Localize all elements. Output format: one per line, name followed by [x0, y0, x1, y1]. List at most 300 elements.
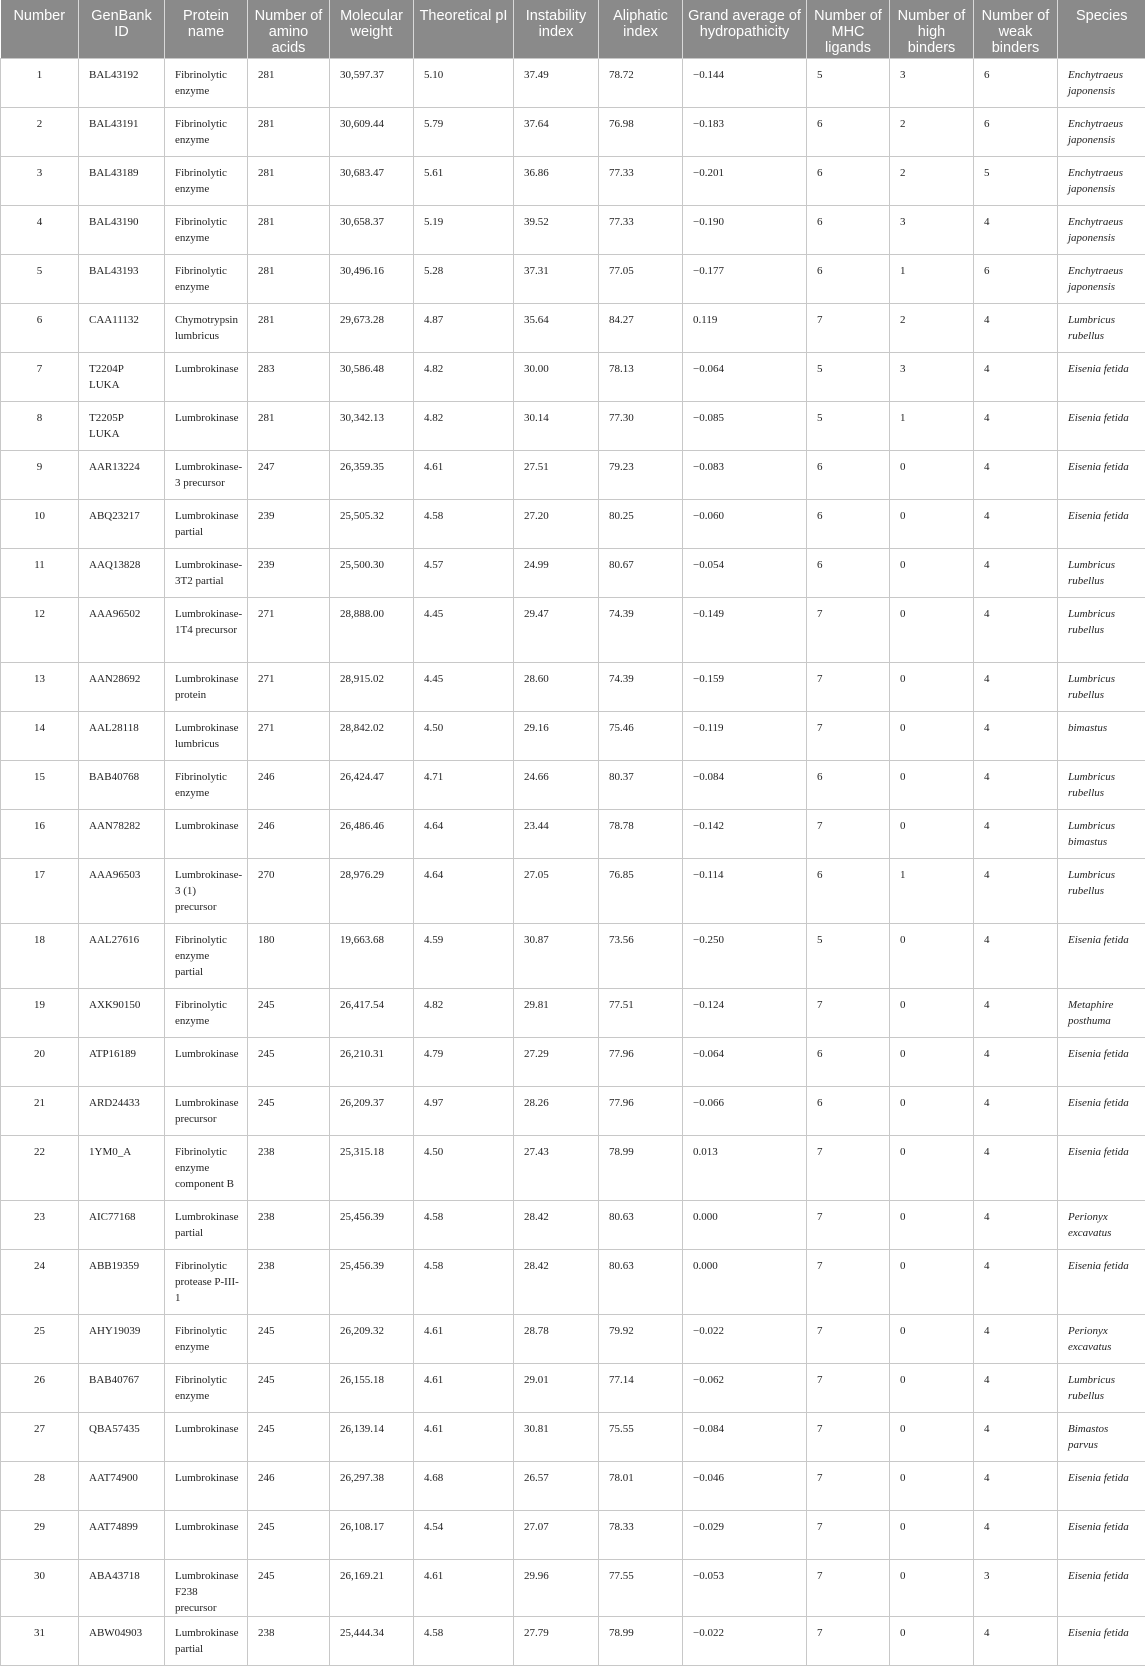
cell-molecular-weight: 19,663.68 — [330, 923, 414, 988]
cell-species: Bimastos parvus — [1058, 1412, 1145, 1461]
cell-species: Eisenia fetida — [1058, 1037, 1145, 1086]
cell-number: 24 — [1, 1249, 79, 1314]
cell-genbank-id: ABQ23217 — [79, 499, 165, 548]
cell-weak-binders: 4 — [974, 1616, 1058, 1665]
cell-high-binders: 1 — [890, 858, 974, 923]
cell-molecular-weight: 25,315.18 — [330, 1135, 414, 1200]
cell-species: Eisenia fetida — [1058, 401, 1145, 450]
cell-molecular-weight: 25,456.39 — [330, 1249, 414, 1314]
cell-amino-acids: 245 — [248, 1510, 330, 1559]
cell-genbank-id: AAN78282 — [79, 809, 165, 858]
cell-mhc-ligands: 6 — [807, 499, 890, 548]
cell-genbank-id: AAT74900 — [79, 1461, 165, 1510]
cell-molecular-weight: 26,209.37 — [330, 1086, 414, 1135]
table-row — [1, 1616, 1145, 1665]
cell-weak-binders: 4 — [974, 988, 1058, 1037]
cell-mhc-ligands: 6 — [807, 760, 890, 809]
table-row — [1, 352, 1145, 401]
cell-number: 17 — [1, 858, 79, 923]
cell-amino-acids: 238 — [248, 1616, 330, 1665]
cell-high-binders: 3 — [890, 352, 974, 401]
cell-instability-index: 28.42 — [514, 1200, 599, 1249]
cell-instability-index: 39.52 — [514, 205, 599, 254]
cell-instability-index: 27.51 — [514, 450, 599, 499]
cell-protein-name: Lumbrokinase protein — [165, 662, 248, 711]
table-header-row — [1, 0, 1145, 58]
cell-theoretical-pi: 5.10 — [414, 58, 514, 107]
cell-amino-acids: 245 — [248, 988, 330, 1037]
cell-amino-acids: 281 — [248, 58, 330, 107]
header-aliphatic-index: Aliphatic index — [599, 0, 683, 58]
cell-theoretical-pi: 4.58 — [414, 1200, 514, 1249]
table-body — [1, 58, 1145, 1665]
cell-molecular-weight: 30,342.13 — [330, 401, 414, 450]
cell-number: 6 — [1, 303, 79, 352]
cell-protein-name: Fibrinolytic enzyme — [165, 1314, 248, 1363]
cell-instability-index: 30.00 — [514, 352, 599, 401]
cell-aliphatic-index: 79.23 — [599, 450, 683, 499]
cell-number: 29 — [1, 1510, 79, 1559]
cell-protein-name: Lumbrokinase precursor — [165, 1086, 248, 1135]
cell-aliphatic-index: 77.33 — [599, 156, 683, 205]
cell-aliphatic-index: 78.72 — [599, 58, 683, 107]
cell-high-binders: 1 — [890, 254, 974, 303]
cell-amino-acids: 281 — [248, 205, 330, 254]
cell-molecular-weight: 26,297.38 — [330, 1461, 414, 1510]
cell-high-binders: 1 — [890, 401, 974, 450]
table-row — [1, 1314, 1145, 1363]
cell-genbank-id: BAL43192 — [79, 58, 165, 107]
cell-aliphatic-index: 78.99 — [599, 1616, 683, 1665]
cell-mhc-ligands: 7 — [807, 597, 890, 662]
cell-molecular-weight: 28,976.29 — [330, 858, 414, 923]
cell-genbank-id: ABW04903 — [79, 1616, 165, 1665]
cell-hydropathicity: −0.084 — [683, 1412, 807, 1461]
cell-species: Enchytraeus japonensis — [1058, 205, 1145, 254]
cell-aliphatic-index: 77.96 — [599, 1037, 683, 1086]
cell-genbank-id: ABA43718 — [79, 1559, 165, 1616]
cell-genbank-id: BAB40767 — [79, 1363, 165, 1412]
cell-weak-binders: 3 — [974, 1559, 1058, 1616]
cell-molecular-weight: 26,169.21 — [330, 1559, 414, 1616]
cell-mhc-ligands: 7 — [807, 809, 890, 858]
cell-instability-index: 30.81 — [514, 1412, 599, 1461]
cell-number: 15 — [1, 760, 79, 809]
cell-instability-index: 36.86 — [514, 156, 599, 205]
cell-aliphatic-index: 75.46 — [599, 711, 683, 760]
cell-aliphatic-index: 74.39 — [599, 597, 683, 662]
cell-high-binders: 0 — [890, 809, 974, 858]
cell-number: 7 — [1, 352, 79, 401]
cell-hydropathicity: −0.046 — [683, 1461, 807, 1510]
cell-high-binders: 0 — [890, 597, 974, 662]
cell-hydropathicity: 0.013 — [683, 1135, 807, 1200]
header-genbank-id: GenBank ID — [79, 0, 165, 58]
cell-weak-binders: 4 — [974, 303, 1058, 352]
table-row — [1, 205, 1145, 254]
cell-instability-index: 28.42 — [514, 1249, 599, 1314]
cell-genbank-id: ABB19359 — [79, 1249, 165, 1314]
cell-aliphatic-index: 84.27 — [599, 303, 683, 352]
cell-mhc-ligands: 6 — [807, 450, 890, 499]
header-protein-name: Protein name — [165, 0, 248, 58]
cell-aliphatic-index: 80.63 — [599, 1200, 683, 1249]
cell-theoretical-pi: 4.59 — [414, 923, 514, 988]
cell-molecular-weight: 26,424.47 — [330, 760, 414, 809]
cell-number: 21 — [1, 1086, 79, 1135]
cell-protein-name: Lumbrokinase-3 precursor — [165, 450, 248, 499]
cell-mhc-ligands: 5 — [807, 401, 890, 450]
cell-aliphatic-index: 74.39 — [599, 662, 683, 711]
cell-theoretical-pi: 4.97 — [414, 1086, 514, 1135]
cell-mhc-ligands: 7 — [807, 711, 890, 760]
cell-molecular-weight: 28,915.02 — [330, 662, 414, 711]
cell-mhc-ligands: 6 — [807, 107, 890, 156]
cell-theoretical-pi: 4.79 — [414, 1037, 514, 1086]
cell-protein-name: Fibrinolytic enzyme — [165, 107, 248, 156]
cell-aliphatic-index: 76.98 — [599, 107, 683, 156]
cell-molecular-weight: 25,505.32 — [330, 499, 414, 548]
cell-weak-binders: 4 — [974, 1363, 1058, 1412]
cell-theoretical-pi: 4.68 — [414, 1461, 514, 1510]
cell-high-binders: 0 — [890, 450, 974, 499]
cell-hydropathicity: −0.085 — [683, 401, 807, 450]
cell-instability-index: 24.99 — [514, 548, 599, 597]
cell-number: 13 — [1, 662, 79, 711]
cell-aliphatic-index: 80.63 — [599, 1249, 683, 1314]
cell-amino-acids: 271 — [248, 597, 330, 662]
cell-protein-name: Chymotrypsin lumbricus — [165, 303, 248, 352]
cell-amino-acids: 247 — [248, 450, 330, 499]
cell-genbank-id: ATP16189 — [79, 1037, 165, 1086]
header-molecular-weight: Molecular weight — [330, 0, 414, 58]
cell-theoretical-pi: 4.61 — [414, 450, 514, 499]
cell-protein-name: Lumbrokinase partial — [165, 499, 248, 548]
table-row — [1, 1510, 1145, 1559]
cell-number: 20 — [1, 1037, 79, 1086]
cell-amino-acids: 281 — [248, 156, 330, 205]
cell-weak-binders: 4 — [974, 858, 1058, 923]
cell-aliphatic-index: 78.01 — [599, 1461, 683, 1510]
cell-genbank-id: AAA96503 — [79, 858, 165, 923]
cell-hydropathicity: −0.062 — [683, 1363, 807, 1412]
cell-instability-index: 28.60 — [514, 662, 599, 711]
cell-high-binders: 0 — [890, 1135, 974, 1200]
cell-instability-index: 23.44 — [514, 809, 599, 858]
cell-protein-name: Fibrinolytic enzyme component B — [165, 1135, 248, 1200]
cell-instability-index: 24.66 — [514, 760, 599, 809]
header-instability-index: Instability index — [514, 0, 599, 58]
cell-molecular-weight: 26,139.14 — [330, 1412, 414, 1461]
cell-molecular-weight: 30,496.16 — [330, 254, 414, 303]
cell-high-binders: 0 — [890, 1461, 974, 1510]
cell-genbank-id: AAR13224 — [79, 450, 165, 499]
cell-high-binders: 0 — [890, 711, 974, 760]
cell-instability-index: 29.81 — [514, 988, 599, 1037]
cell-hydropathicity: −0.119 — [683, 711, 807, 760]
table-row — [1, 450, 1145, 499]
cell-hydropathicity: −0.022 — [683, 1616, 807, 1665]
cell-mhc-ligands: 7 — [807, 1249, 890, 1314]
cell-high-binders: 0 — [890, 988, 974, 1037]
cell-instability-index: 28.78 — [514, 1314, 599, 1363]
cell-species: Lumbricus rubellus — [1058, 597, 1145, 662]
cell-genbank-id: AAL27616 — [79, 923, 165, 988]
cell-weak-binders: 4 — [974, 1412, 1058, 1461]
cell-instability-index: 26.57 — [514, 1461, 599, 1510]
cell-amino-acids: 246 — [248, 809, 330, 858]
cell-theoretical-pi: 4.58 — [414, 1249, 514, 1314]
cell-genbank-id: QBA57435 — [79, 1412, 165, 1461]
cell-molecular-weight: 26,209.32 — [330, 1314, 414, 1363]
cell-number: 2 — [1, 107, 79, 156]
cell-aliphatic-index: 77.33 — [599, 205, 683, 254]
cell-theoretical-pi: 4.61 — [414, 1363, 514, 1412]
cell-protein-name: Lumbrokinase — [165, 352, 248, 401]
cell-amino-acids: 239 — [248, 499, 330, 548]
cell-molecular-weight: 26,155.18 — [330, 1363, 414, 1412]
cell-number: 27 — [1, 1412, 79, 1461]
table-row — [1, 1200, 1145, 1249]
cell-species: Enchytraeus japonensis — [1058, 58, 1145, 107]
cell-molecular-weight: 30,683.47 — [330, 156, 414, 205]
cell-hydropathicity: −0.142 — [683, 809, 807, 858]
cell-theoretical-pi: 4.58 — [414, 1616, 514, 1665]
cell-weak-binders: 4 — [974, 205, 1058, 254]
table-row — [1, 1461, 1145, 1510]
cell-mhc-ligands: 7 — [807, 1616, 890, 1665]
cell-species: Metaphire posthuma — [1058, 988, 1145, 1037]
cell-instability-index: 27.07 — [514, 1510, 599, 1559]
cell-weak-binders: 6 — [974, 254, 1058, 303]
cell-molecular-weight: 28,842.02 — [330, 711, 414, 760]
cell-hydropathicity: −0.064 — [683, 1037, 807, 1086]
cell-instability-index: 27.43 — [514, 1135, 599, 1200]
cell-high-binders: 0 — [890, 1086, 974, 1135]
cell-hydropathicity: −0.022 — [683, 1314, 807, 1363]
cell-species: Lumbricus rubellus — [1058, 303, 1145, 352]
header-theoretical-pi: Theoretical pI — [414, 0, 514, 58]
cell-protein-name: Lumbrokinase — [165, 1510, 248, 1559]
cell-amino-acids: 246 — [248, 760, 330, 809]
cell-instability-index: 30.87 — [514, 923, 599, 988]
cell-weak-binders: 4 — [974, 809, 1058, 858]
cell-species: Eisenia fetida — [1058, 923, 1145, 988]
cell-species: Eisenia fetida — [1058, 450, 1145, 499]
cell-instability-index: 37.31 — [514, 254, 599, 303]
cell-amino-acids: 238 — [248, 1200, 330, 1249]
table-row — [1, 760, 1145, 809]
table-row — [1, 1249, 1145, 1314]
cell-mhc-ligands: 7 — [807, 1363, 890, 1412]
table-row — [1, 923, 1145, 988]
cell-weak-binders: 4 — [974, 923, 1058, 988]
cell-molecular-weight: 25,444.34 — [330, 1616, 414, 1665]
header-number: Number — [1, 0, 79, 58]
cell-weak-binders: 4 — [974, 1037, 1058, 1086]
cell-number: 5 — [1, 254, 79, 303]
cell-theoretical-pi: 4.87 — [414, 303, 514, 352]
cell-aliphatic-index: 78.78 — [599, 809, 683, 858]
table-row — [1, 401, 1145, 450]
cell-protein-name: Fibrinolytic protease P-III-1 — [165, 1249, 248, 1314]
cell-protein-name: Fibrinolytic enzyme partial — [165, 923, 248, 988]
cell-instability-index: 30.14 — [514, 401, 599, 450]
cell-weak-binders: 4 — [974, 548, 1058, 597]
cell-hydropathicity: −0.149 — [683, 597, 807, 662]
cell-instability-index: 29.96 — [514, 1559, 599, 1616]
cell-instability-index: 35.64 — [514, 303, 599, 352]
cell-number: 26 — [1, 1363, 79, 1412]
cell-hydropathicity: 0.000 — [683, 1200, 807, 1249]
cell-protein-name: Lumbrokinase — [165, 1461, 248, 1510]
cell-high-binders: 0 — [890, 1249, 974, 1314]
cell-protein-name: Fibrinolytic enzyme — [165, 156, 248, 205]
cell-theoretical-pi: 4.82 — [414, 988, 514, 1037]
cell-species: Lumbricus rubellus — [1058, 858, 1145, 923]
cell-aliphatic-index: 80.25 — [599, 499, 683, 548]
cell-amino-acids: 245 — [248, 1086, 330, 1135]
cell-weak-binders: 4 — [974, 1200, 1058, 1249]
table-row — [1, 988, 1145, 1037]
cell-molecular-weight: 25,456.39 — [330, 1200, 414, 1249]
cell-protein-name: Lumbrokinase partial — [165, 1200, 248, 1249]
cell-instability-index: 37.64 — [514, 107, 599, 156]
cell-weak-binders: 4 — [974, 1135, 1058, 1200]
cell-genbank-id: BAL43190 — [79, 205, 165, 254]
cell-amino-acids: 238 — [248, 1249, 330, 1314]
cell-aliphatic-index: 77.30 — [599, 401, 683, 450]
cell-high-binders: 0 — [890, 548, 974, 597]
cell-species: Eisenia fetida — [1058, 1086, 1145, 1135]
cell-hydropathicity: −0.250 — [683, 923, 807, 988]
table-row — [1, 858, 1145, 923]
header-species: Species — [1058, 0, 1145, 58]
table-row — [1, 597, 1145, 662]
cell-instability-index: 28.26 — [514, 1086, 599, 1135]
cell-protein-name: Lumbrokinase — [165, 809, 248, 858]
cell-weak-binders: 4 — [974, 1314, 1058, 1363]
cell-molecular-weight: 30,586.48 — [330, 352, 414, 401]
cell-molecular-weight: 30,658.37 — [330, 205, 414, 254]
cell-amino-acids: 281 — [248, 401, 330, 450]
cell-genbank-id: AAL28118 — [79, 711, 165, 760]
cell-amino-acids: 271 — [248, 662, 330, 711]
cell-molecular-weight: 29,673.28 — [330, 303, 414, 352]
cell-hydropathicity: 0.000 — [683, 1249, 807, 1314]
cell-species: Lumbricus rubellus — [1058, 760, 1145, 809]
cell-weak-binders: 4 — [974, 1086, 1058, 1135]
cell-high-binders: 2 — [890, 107, 974, 156]
cell-aliphatic-index: 77.96 — [599, 1086, 683, 1135]
table-row — [1, 254, 1145, 303]
cell-genbank-id: AAQ13828 — [79, 548, 165, 597]
cell-weak-binders: 4 — [974, 352, 1058, 401]
cell-number: 9 — [1, 450, 79, 499]
cell-high-binders: 0 — [890, 1412, 974, 1461]
cell-mhc-ligands: 6 — [807, 858, 890, 923]
cell-number: 8 — [1, 401, 79, 450]
cell-weak-binders: 4 — [974, 450, 1058, 499]
cell-instability-index: 29.16 — [514, 711, 599, 760]
cell-hydropathicity: −0.064 — [683, 352, 807, 401]
cell-amino-acids: 281 — [248, 254, 330, 303]
cell-weak-binders: 4 — [974, 597, 1058, 662]
cell-species: Lumbricus rubellus — [1058, 548, 1145, 597]
cell-species: Enchytraeus japonensis — [1058, 107, 1145, 156]
cell-theoretical-pi: 4.50 — [414, 1135, 514, 1200]
cell-species: Eisenia fetida — [1058, 1461, 1145, 1510]
cell-weak-binders: 4 — [974, 1249, 1058, 1314]
cell-molecular-weight: 26,486.46 — [330, 809, 414, 858]
cell-species: Eisenia fetida — [1058, 1559, 1145, 1616]
cell-protein-name: Lumbrokinase lumbricus — [165, 711, 248, 760]
cell-theoretical-pi: 4.64 — [414, 858, 514, 923]
cell-protein-name: Fibrinolytic enzyme — [165, 205, 248, 254]
cell-theoretical-pi: 4.82 — [414, 401, 514, 450]
cell-protein-name: Lumbrokinase-1T4 precursor — [165, 597, 248, 662]
cell-species: Lumbricus rubellus — [1058, 662, 1145, 711]
cell-high-binders: 0 — [890, 662, 974, 711]
cell-genbank-id: 1YM0_A — [79, 1135, 165, 1200]
cell-aliphatic-index: 75.55 — [599, 1412, 683, 1461]
cell-species: Enchytraeus japonensis — [1058, 156, 1145, 205]
cell-aliphatic-index: 80.37 — [599, 760, 683, 809]
cell-molecular-weight: 30,609.44 — [330, 107, 414, 156]
cell-mhc-ligands: 6 — [807, 205, 890, 254]
cell-high-binders: 3 — [890, 58, 974, 107]
table-row — [1, 1363, 1145, 1412]
cell-species: Perionyx excavatus — [1058, 1200, 1145, 1249]
cell-hydropathicity: −0.114 — [683, 858, 807, 923]
cell-mhc-ligands: 7 — [807, 303, 890, 352]
cell-weak-binders: 4 — [974, 711, 1058, 760]
cell-genbank-id: T2205P LUKA — [79, 401, 165, 450]
cell-amino-acids: 239 — [248, 548, 330, 597]
cell-aliphatic-index: 77.05 — [599, 254, 683, 303]
cell-aliphatic-index: 73.56 — [599, 923, 683, 988]
cell-instability-index: 29.47 — [514, 597, 599, 662]
cell-genbank-id: AAT74899 — [79, 1510, 165, 1559]
cell-weak-binders: 6 — [974, 58, 1058, 107]
cell-amino-acids: 180 — [248, 923, 330, 988]
cell-genbank-id: BAB40768 — [79, 760, 165, 809]
cell-theoretical-pi: 4.64 — [414, 809, 514, 858]
table-row — [1, 662, 1145, 711]
cell-molecular-weight: 28,888.00 — [330, 597, 414, 662]
cell-genbank-id: AHY19039 — [79, 1314, 165, 1363]
cell-theoretical-pi: 4.61 — [414, 1559, 514, 1616]
cell-mhc-ligands: 7 — [807, 1510, 890, 1559]
cell-number: 1 — [1, 58, 79, 107]
cell-theoretical-pi: 4.57 — [414, 548, 514, 597]
cell-theoretical-pi: 4.45 — [414, 597, 514, 662]
cell-high-binders: 0 — [890, 1200, 974, 1249]
table-row — [1, 711, 1145, 760]
table-row — [1, 58, 1145, 107]
table-row — [1, 1412, 1145, 1461]
cell-number: 25 — [1, 1314, 79, 1363]
table-row — [1, 1559, 1145, 1616]
cell-amino-acids: 245 — [248, 1037, 330, 1086]
table-row — [1, 107, 1145, 156]
cell-amino-acids: 245 — [248, 1363, 330, 1412]
cell-hydropathicity: −0.144 — [683, 58, 807, 107]
cell-aliphatic-index: 78.13 — [599, 352, 683, 401]
cell-hydropathicity: −0.159 — [683, 662, 807, 711]
cell-number: 23 — [1, 1200, 79, 1249]
cell-hydropathicity: −0.083 — [683, 450, 807, 499]
